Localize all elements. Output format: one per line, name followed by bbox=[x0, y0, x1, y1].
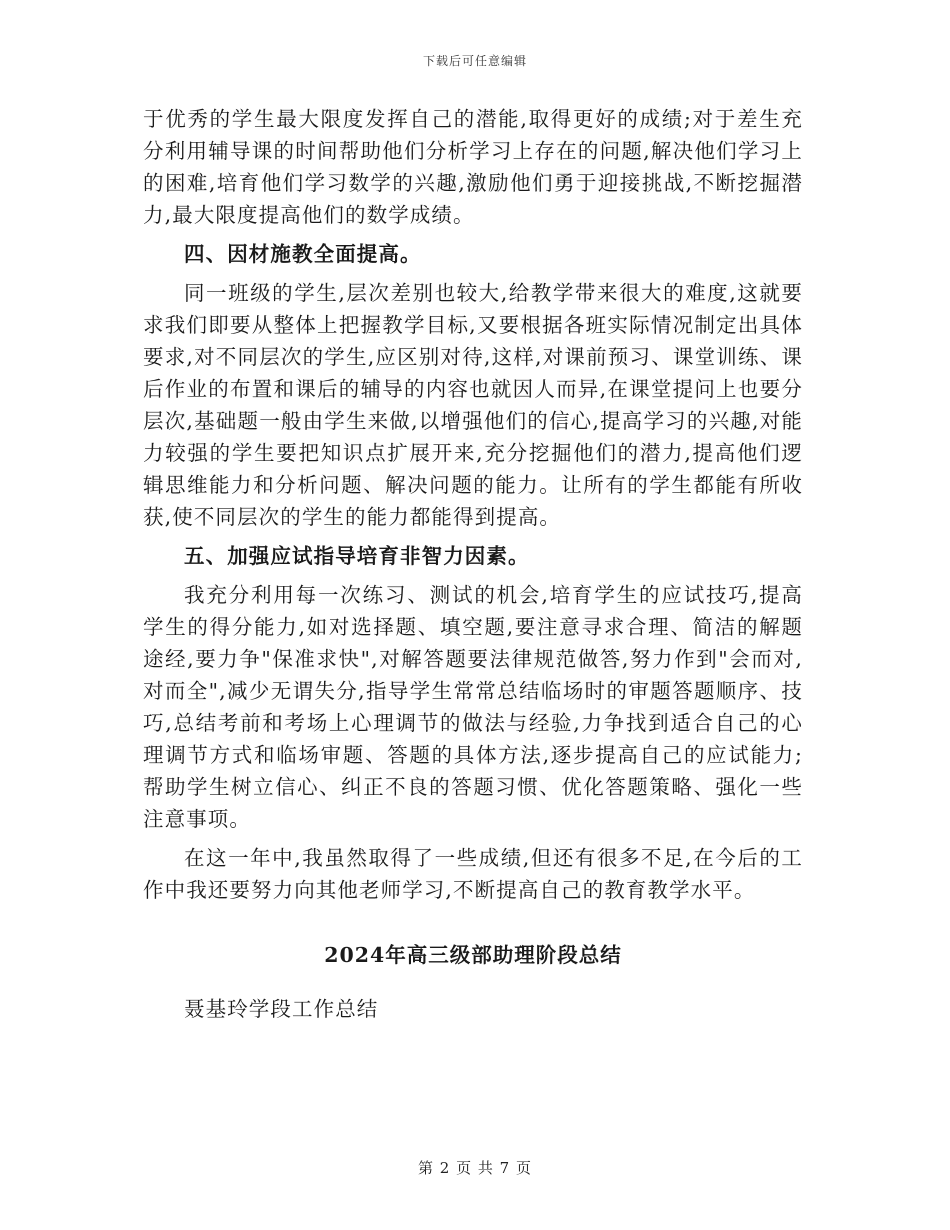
page-number: 第 2 页 共 7 页 bbox=[418, 1159, 532, 1177]
paragraph-conclusion: 在这一年中,我虽然取得了一些成绩,但还有很多不足,在今后的工作中我还要努力向其他老师学习,不断提高自己的教育教学水平。 bbox=[143, 846, 803, 902]
page-header: 下载后可任意编辑 bbox=[422, 54, 527, 68]
paragraph-differentiated-teaching: 同一班级的学生,层次差别也较大,给教学带来很大的难度,这就要求我们即要从整体上把握教学目标,又要根据各班实际情况制定出具体要求,对不同层次的学生,应区别对待,这样,对课前预习、课堂训练、课后作业的布置和课后的辅导的内容也就因人而异,在课堂提问上也要分层次,基础题一般由学生来做,以增强他们的信心,提高学习的兴趣,对能力较强的学生要把知识点扩展开来,充分挖掘他们的潜力,提高他们逻辑思维能力和分析问题、解决问题的能力。让所有的学生都能有所收获,使不同层次的学生的能力都能得到提高。 bbox=[143, 281, 803, 529]
paragraph-continued: 于优秀的学生最大限度发挥自己的潜能,取得更好的成绩;对于差生充分利用辅导课的时间帮助他们分析学习上存在的问题,解决他们学习上的困难,培育他们学习数学的兴趣,激励他们勇于迎接挑战,不断挖掘潜力,最大限度提高他们的数学成绩。 bbox=[143, 107, 803, 227]
section-heading-4: 四、因材施教全面提高。 bbox=[184, 242, 422, 266]
document-body bbox=[143, 103, 803, 1025]
paragraph-exam-guidance: 我充分利用每一次练习、测试的机会,培育学生的应试技巧,提高学生的得分能力,如对选择题、填空题,要注意寻求合理、简洁的解题途经,要力争"保准求快",对解答题要法律规范做答,努力作到"会而对,对而全",减少无谓失分,指导学生常常总结临场时的审题答题顺序、技巧,总结考前和考场上心理调节的做法与经验,力争找到适合自己的心理调节方式和临场审题、答题的具体方法,逐步提高自己的应试能力;帮助学生树立信心、纠正不良的答题习惯、优化答题策略、强化一些注意事项。 bbox=[143, 583, 803, 831]
author-line: 聂基玲学段工作总结 bbox=[184, 997, 379, 1021]
document-title: 2024年高三级部助理阶段总结 bbox=[324, 943, 622, 967]
section-heading-5: 五、加强应试指导培育非智力因素。 bbox=[184, 544, 530, 568]
